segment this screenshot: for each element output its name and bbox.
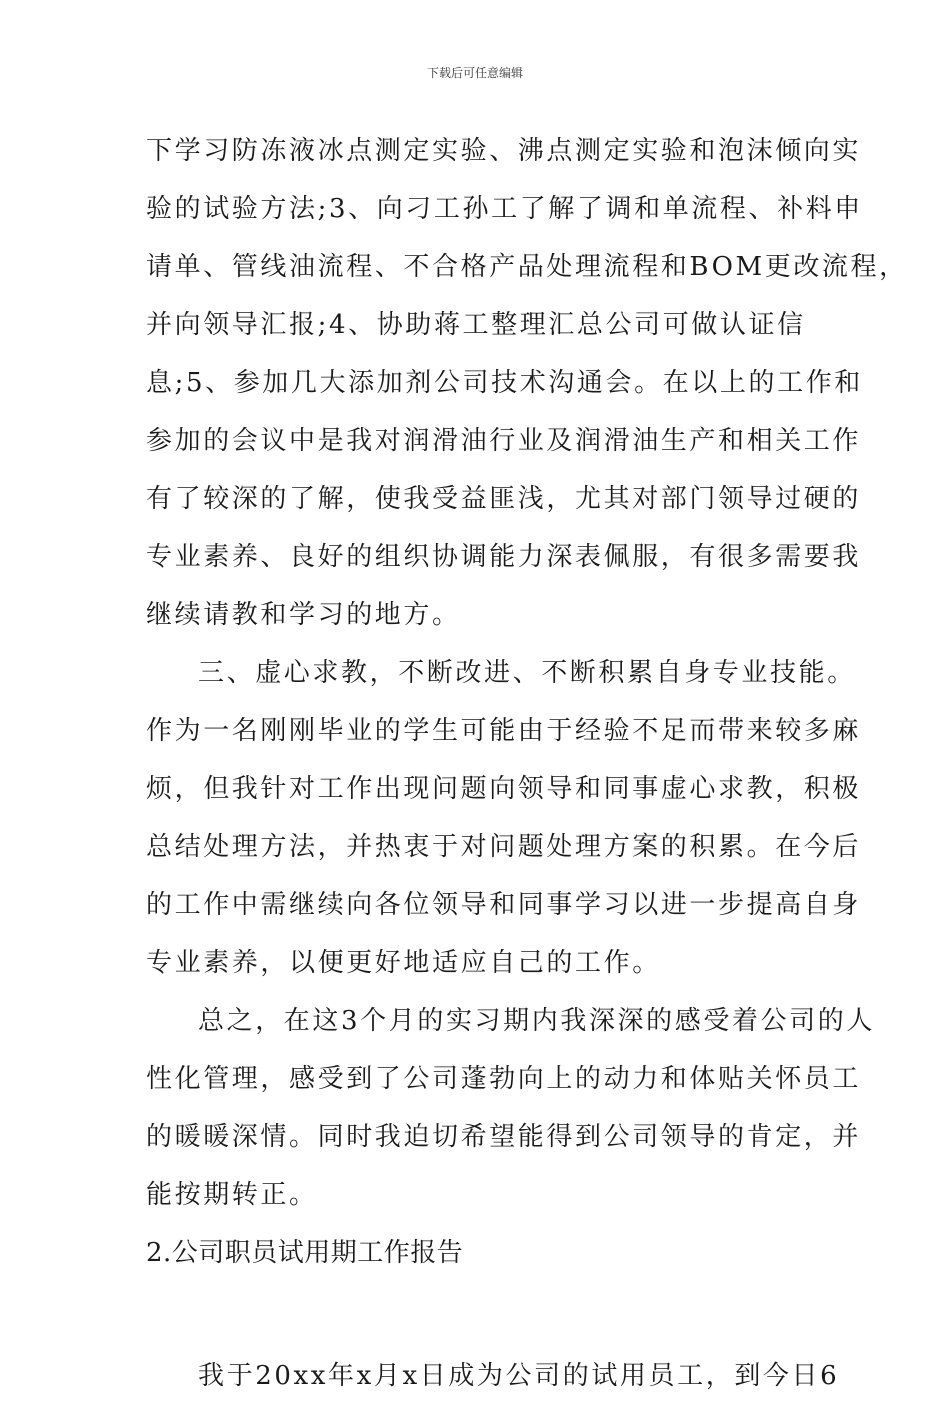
paragraph-line: 参加的会议中是我对润滑油行业及润滑油生产和相关工作 (146, 426, 862, 456)
blank-line (146, 1282, 811, 1347)
paragraph-line: 有了较深的了解，使我受益匪浅，尤其对部门领导过硬的 (146, 484, 862, 514)
paragraph-line: 专业素养，以便更好地适应自己的工作。 (146, 948, 661, 978)
section-heading-line: 三、虚心求教，不断改进、不断积累自身专业技能。 (198, 658, 856, 688)
paragraph-line: 请单、管线油流程、不合格产品处理流程和BOM更改流程， (146, 252, 908, 282)
paragraph-line: 验的试验方法;3、向刁工孙工了解了调和单流程、补料申 (146, 194, 863, 224)
paragraph-line: 并向领导汇报;4、协助蒋工整理汇总公司可做认证信 (146, 310, 806, 340)
paragraph-line: 总之，在这3个月的实习期内我深深的感受着公司的人 (198, 1006, 875, 1036)
paragraph-line: 的工作中需继续向各位领导和同事学习以进一步提高自身 (146, 890, 862, 920)
paragraph-line: 继续请教和学习的地方。 (146, 600, 461, 630)
section-title: 2.公司职员试用期工作报告 (146, 1238, 464, 1268)
paragraph-line: 性化管理，感受到了公司蓬勃向上的动力和体贴关怀员工 (146, 1064, 862, 1094)
paragraph-line: 息;5、参加几大添加剂公司技术沟通会。在以上的工作和 (146, 368, 863, 398)
paragraph-line: 下学习防冻液冰点测定实验、沸点测定实验和泡沫倾向实 (146, 136, 862, 166)
paragraph-line: 总结处理方法，并热衷于对问题处理方案的积累。在今后 (146, 832, 862, 862)
paragraph-line: 烦，但我针对工作出现问题向领导和同事虚心求教，积极 (146, 774, 862, 804)
paragraph-line: 的暖暖深情。同时我迫切希望能得到公司领导的肯定，并 (146, 1122, 862, 1152)
paragraph-line: 能按期转正。 (146, 1180, 318, 1210)
paragraph-line: 我于20xx年x月x日成为公司的试用员工，到今日6 (198, 1361, 840, 1391)
paragraph-line: 作为一名刚刚毕业的学生可能由于经验不足而带来较多麻 (146, 716, 862, 746)
document-body (146, 122, 908, 1405)
page-header: 下载后可任意编辑 (426, 66, 523, 80)
paragraph-line: 专业素养、良好的组织协调能力深表佩服，有很多需要我 (146, 542, 862, 572)
